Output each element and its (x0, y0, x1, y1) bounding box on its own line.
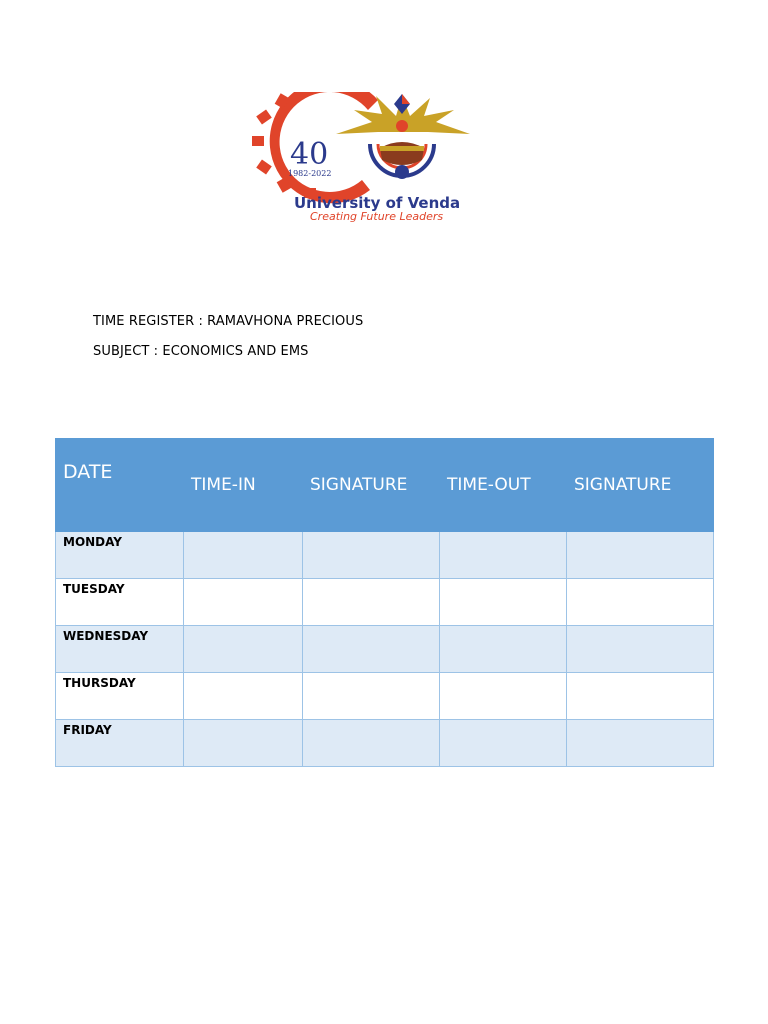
table-row (56, 579, 714, 626)
time-out-cell[interactable] (440, 579, 567, 626)
university-logo-icon (250, 92, 512, 232)
svg-text:University of Venda: University of Venda (294, 194, 461, 212)
day-label: WEDNESDAY (56, 626, 184, 673)
col-time-out: TIME-OUT (440, 439, 567, 532)
time-register-table (55, 438, 714, 767)
time-in-cell[interactable] (184, 579, 303, 626)
svg-text:1982-2022: 1982-2022 (288, 169, 332, 178)
time-register-line: TIME REGISTER : RAMAVHONA PRECIOUS (93, 314, 364, 329)
signature-cell[interactable] (303, 579, 440, 626)
table-row (56, 532, 714, 579)
col-date: DATE (56, 439, 184, 532)
table-header-row (56, 439, 714, 532)
day-label: TUESDAY (56, 579, 184, 626)
time-in-cell[interactable] (184, 532, 303, 579)
signature-cell[interactable] (303, 720, 440, 767)
time-in-cell[interactable] (184, 720, 303, 767)
table-row (56, 720, 714, 767)
time-out-cell[interactable] (440, 626, 567, 673)
svg-text:Creating Future Leaders: Creating Future Leaders (310, 210, 444, 223)
signature-cell[interactable] (303, 532, 440, 579)
signature-cell[interactable] (567, 579, 714, 626)
day-label: MONDAY (56, 532, 184, 579)
day-label: THURSDAY (56, 673, 184, 720)
time-in-cell[interactable] (184, 673, 303, 720)
table-row (56, 626, 714, 673)
signature-cell[interactable] (567, 673, 714, 720)
university-logo (250, 92, 512, 232)
signature-cell[interactable] (303, 626, 440, 673)
table-row (56, 673, 714, 720)
signature-cell[interactable] (567, 626, 714, 673)
time-out-cell[interactable] (440, 532, 567, 579)
col-signature-in: SIGNATURE (303, 439, 440, 532)
subject-line: SUBJECT : ECONOMICS AND EMS (93, 344, 309, 359)
time-out-cell[interactable] (440, 673, 567, 720)
signature-cell[interactable] (567, 532, 714, 579)
time-out-cell[interactable] (440, 720, 567, 767)
col-time-in: TIME-IN (184, 439, 303, 532)
col-signature-out: SIGNATURE (567, 439, 714, 532)
signature-cell[interactable] (303, 673, 440, 720)
svg-text:40: 40 (290, 137, 329, 172)
time-in-cell[interactable] (184, 626, 303, 673)
signature-cell[interactable] (567, 720, 714, 767)
day-label: FRIDAY (56, 720, 184, 767)
